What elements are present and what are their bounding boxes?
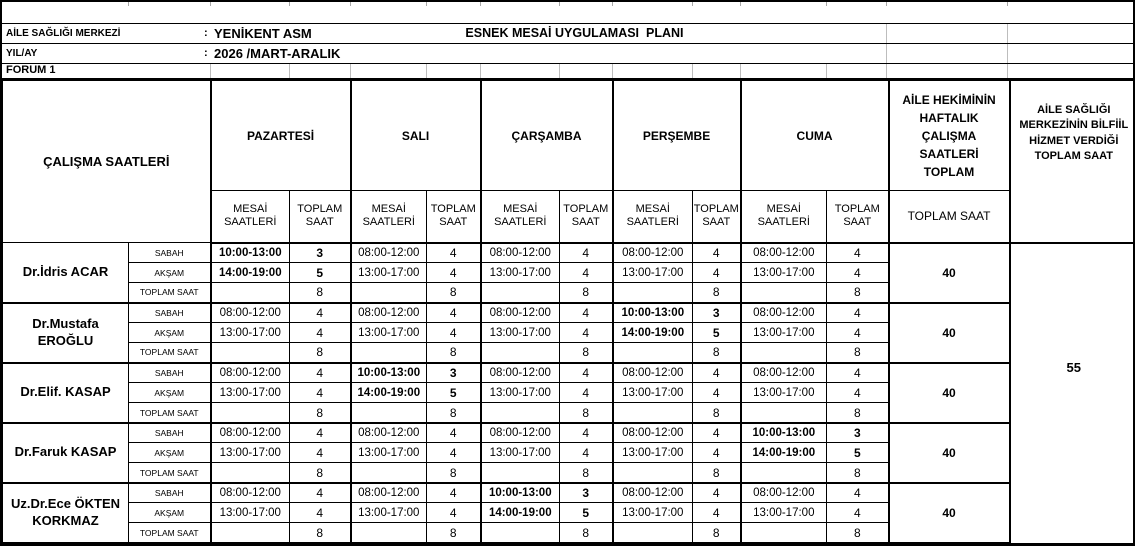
row-label-aksam: AKŞAM	[129, 503, 211, 523]
doctor-row-sabah	[3, 483, 1135, 503]
yilay-label: YIL/AY	[6, 48, 38, 59]
day-total-empty-cell	[481, 463, 560, 483]
shift-hours-cell: 3	[560, 483, 613, 503]
weekly-total-subheader: TOPLAM SAAT	[889, 191, 1010, 243]
shift-time-cell: 08:00-12:00	[741, 363, 827, 383]
day-header-pazartesi: PAZARTESİ	[211, 81, 351, 191]
shift-hours-cell: 5	[560, 503, 613, 523]
asm-colon: :	[204, 27, 208, 39]
shift-hours-cell: 4	[290, 323, 351, 343]
shift-hours-cell: 4	[427, 323, 481, 343]
day-total-empty-cell	[481, 283, 560, 303]
day-total-hours-cell: 8	[560, 403, 613, 423]
day-total-empty-cell	[741, 283, 827, 303]
shift-time-cell: 08:00-12:00	[613, 363, 693, 383]
row-label-aksam: AKŞAM	[129, 443, 211, 463]
row-label-sabah: SABAH	[129, 423, 211, 443]
day-total-hours-cell: 8	[693, 523, 741, 543]
grid-stub	[426, 2, 427, 6]
shift-time-cell: 08:00-12:00	[351, 303, 427, 323]
day-total-hours-cell: 8	[693, 343, 741, 363]
day-total-hours-cell: 8	[427, 523, 481, 543]
shift-time-cell: 13:00-17:00	[481, 263, 560, 283]
grid-stub	[480, 2, 481, 6]
shift-time-cell: 13:00-17:00	[351, 263, 427, 283]
gridline	[1007, 64, 1008, 78]
shift-hours-cell: 4	[427, 423, 481, 443]
shift-hours-cell: 4	[560, 263, 613, 283]
row-label-aksam: AKŞAM	[129, 263, 211, 283]
day-total-empty-cell	[481, 523, 560, 543]
day-total-hours-cell: 8	[560, 523, 613, 543]
shift-time-cell: 10:00-13:00	[613, 303, 693, 323]
grid-stub	[826, 2, 827, 6]
shift-time-cell: 08:00-12:00	[613, 483, 693, 503]
gridline	[612, 64, 613, 78]
day-total-empty-cell	[211, 283, 290, 303]
shift-hours-cell: 4	[427, 443, 481, 463]
subheader-mesai-pazartesi: MESAİ SAATLERİ	[211, 191, 290, 243]
day-total-empty-cell	[613, 283, 693, 303]
grand-total-header: AİLE SAĞLIĞI MERKEZİNİN BİLFİİL HİZMET VERDİĞİ TOPLAM SAAT	[1010, 81, 1135, 243]
day-total-hours-cell: 8	[290, 403, 351, 423]
shift-time-cell: 13:00-17:00	[481, 443, 560, 463]
grid-stub	[559, 2, 560, 6]
grid-stub	[289, 2, 290, 6]
shift-time-cell: 13:00-17:00	[741, 263, 827, 283]
day-total-empty-cell	[211, 343, 290, 363]
gridline	[426, 64, 427, 78]
shift-hours-cell: 4	[560, 383, 613, 403]
day-header-cuma: CUMA	[741, 81, 889, 191]
shift-hours-cell: 4	[560, 323, 613, 343]
gridline	[480, 64, 481, 78]
doctor-row-sabah	[3, 423, 1135, 443]
day-total-hours-cell: 8	[827, 343, 889, 363]
grid-stub	[740, 2, 741, 6]
yilay-colon: :	[204, 47, 208, 59]
shift-time-cell: 08:00-12:00	[481, 243, 560, 263]
gridline	[289, 64, 290, 78]
shift-hours-cell: 4	[560, 423, 613, 443]
shift-hours-cell: 4	[427, 243, 481, 263]
day-total-empty-cell	[481, 343, 560, 363]
shift-time-cell: 13:00-17:00	[613, 503, 693, 523]
subheader-toplam-pazartesi: TOPLAM SAAT	[290, 191, 351, 243]
shift-time-cell: 14:00-19:00	[211, 263, 290, 283]
day-total-hours-cell: 8	[427, 283, 481, 303]
day-total-hours-cell: 8	[827, 403, 889, 423]
shift-hours-cell: 3	[290, 243, 351, 263]
doctor-name-cell: Uz.Dr.Ece ÖKTEN KORKMAZ	[3, 483, 129, 543]
shift-time-cell: 10:00-13:00	[741, 423, 827, 443]
subheader-toplam-sali: TOPLAM SAAT	[427, 191, 481, 243]
shift-time-cell: 08:00-12:00	[481, 423, 560, 443]
shift-time-cell: 14:00-19:00	[741, 443, 827, 463]
doctor-name-cell: Dr.Elif. KASAP	[3, 363, 129, 423]
shift-hours-cell: 4	[290, 423, 351, 443]
day-total-hours-cell: 8	[427, 343, 481, 363]
doctor-weekly-total-cell: 40	[889, 243, 1010, 303]
grid-stub	[886, 2, 887, 6]
day-total-empty-cell	[351, 283, 427, 303]
shift-time-cell: 08:00-12:00	[211, 303, 290, 323]
shift-hours-cell: 4	[827, 383, 889, 403]
day-total-hours-cell: 8	[427, 463, 481, 483]
calisma-saatleri-header: ÇALIŞMA SAATLERİ	[3, 81, 211, 243]
day-total-empty-cell	[211, 523, 290, 543]
day-total-empty-cell	[351, 523, 427, 543]
row-label-sabah: SABAH	[129, 243, 211, 263]
gridline	[692, 64, 693, 78]
weekly-total-header: AİLE HEKİMİNİN HAFTALIK ÇALIŞMA SAATLERİ TOPLAM	[889, 81, 1010, 191]
day-total-hours-cell: 8	[560, 463, 613, 483]
gridline	[210, 64, 211, 78]
day-header-persembe: PERŞEMBE	[613, 81, 741, 191]
shift-time-cell: 08:00-12:00	[211, 483, 290, 503]
shift-hours-cell: 4	[693, 503, 741, 523]
shift-time-cell: 08:00-12:00	[481, 363, 560, 383]
day-total-empty-cell	[613, 463, 693, 483]
subheader-mesai-persembe: MESAİ SAATLERİ	[613, 191, 693, 243]
shift-hours-cell: 4	[827, 483, 889, 503]
gridline	[886, 64, 887, 78]
shift-hours-cell: 4	[290, 483, 351, 503]
shift-time-cell: 14:00-19:00	[481, 503, 560, 523]
day-total-hours-cell: 8	[827, 523, 889, 543]
shift-hours-cell: 4	[693, 423, 741, 443]
shift-hours-cell: 4	[290, 363, 351, 383]
shift-hours-cell: 4	[827, 243, 889, 263]
day-header-carsamba: ÇARŞAMBA	[481, 81, 613, 191]
shift-hours-cell: 3	[827, 423, 889, 443]
day-total-hours-cell: 8	[290, 343, 351, 363]
gridline	[559, 64, 560, 78]
shift-time-cell: 08:00-12:00	[741, 243, 827, 263]
shift-time-cell: 13:00-17:00	[211, 503, 290, 523]
shift-time-cell: 08:00-12:00	[211, 363, 290, 383]
row-label-toplam: TOPLAM SAAT	[129, 463, 211, 483]
doctor-weekly-total-cell: 40	[889, 483, 1010, 543]
shift-time-cell: 08:00-12:00	[481, 303, 560, 323]
shift-hours-cell: 4	[290, 443, 351, 463]
day-total-hours-cell: 8	[290, 463, 351, 483]
shift-time-cell: 08:00-12:00	[211, 423, 290, 443]
row-label-sabah: SABAH	[129, 303, 211, 323]
gridline	[1007, 24, 1008, 43]
day-total-empty-cell	[613, 403, 693, 423]
day-total-empty-cell	[211, 463, 290, 483]
row-label-sabah: SABAH	[129, 363, 211, 383]
shift-hours-cell: 4	[827, 263, 889, 283]
doctor-name-cell: Dr.Faruk KASAP	[3, 423, 129, 483]
row-label-toplam: TOPLAM SAAT	[129, 403, 211, 423]
day-total-hours-cell: 8	[290, 523, 351, 543]
day-total-empty-cell	[481, 403, 560, 423]
day-total-empty-cell	[211, 403, 290, 423]
row-label-toplam: TOPLAM SAAT	[129, 523, 211, 543]
asm-value: YENİKENT ASM	[214, 26, 312, 41]
doctor-row-sabah	[3, 363, 1135, 383]
shift-time-cell: 13:00-17:00	[741, 323, 827, 343]
shift-time-cell: 08:00-12:00	[351, 483, 427, 503]
shift-hours-cell: 5	[290, 263, 351, 283]
row-label-toplam: TOPLAM SAAT	[129, 283, 211, 303]
shift-hours-cell: 4	[560, 303, 613, 323]
shift-hours-cell: 5	[827, 443, 889, 463]
shift-hours-cell: 4	[290, 383, 351, 403]
shift-time-cell: 13:00-17:00	[481, 383, 560, 403]
day-total-empty-cell	[613, 523, 693, 543]
shift-hours-cell: 3	[693, 303, 741, 323]
shift-hours-cell: 4	[827, 303, 889, 323]
asm-grand-total-cell: 55	[1010, 243, 1135, 544]
grid-stub	[128, 2, 129, 6]
gridline	[826, 64, 827, 78]
day-total-hours-cell: 8	[827, 463, 889, 483]
day-total-empty-cell	[351, 343, 427, 363]
asm-label: AİLE SAĞLIĞI MERKEZİ	[6, 28, 121, 39]
shift-hours-cell: 4	[427, 303, 481, 323]
shift-hours-cell: 5	[693, 323, 741, 343]
forum-label: FORUM 1	[6, 64, 56, 76]
doctor-weekly-total-cell: 40	[889, 423, 1010, 483]
shift-time-cell: 08:00-12:00	[613, 243, 693, 263]
day-total-hours-cell: 8	[693, 283, 741, 303]
grid-stub	[1007, 2, 1008, 6]
shift-hours-cell: 4	[290, 503, 351, 523]
day-total-hours-cell: 8	[693, 463, 741, 483]
yilay-value: 2026 /MART-ARALIK	[214, 46, 341, 61]
day-total-hours-cell: 8	[827, 283, 889, 303]
day-total-hours-cell: 8	[560, 343, 613, 363]
asm-info-row	[2, 24, 1133, 44]
shift-time-cell: 08:00-12:00	[741, 483, 827, 503]
forum-row	[2, 64, 1133, 80]
shift-time-cell: 10:00-13:00	[351, 363, 427, 383]
row-label-toplam: TOPLAM SAAT	[129, 343, 211, 363]
gridline	[350, 64, 351, 78]
shift-hours-cell: 4	[427, 483, 481, 503]
gridline	[886, 44, 887, 63]
subheader-mesai-carsamba: MESAİ SAATLERİ	[481, 191, 560, 243]
gridline	[740, 64, 741, 78]
gridline	[886, 24, 887, 43]
shift-hours-cell: 4	[827, 503, 889, 523]
shift-hours-cell: 4	[290, 303, 351, 323]
shift-time-cell: 13:00-17:00	[211, 443, 290, 463]
shift-time-cell: 08:00-12:00	[613, 423, 693, 443]
subheader-toplam-cuma: TOPLAM SAAT	[827, 191, 889, 243]
shift-hours-cell: 4	[427, 503, 481, 523]
day-total-empty-cell	[351, 403, 427, 423]
subheader-toplam-persembe: TOPLAM SAAT	[693, 191, 741, 243]
doctor-weekly-total-cell: 40	[889, 303, 1010, 363]
doctor-weekly-total-cell: 40	[889, 363, 1010, 423]
row-label-sabah: SABAH	[129, 483, 211, 503]
shift-time-cell: 13:00-17:00	[613, 443, 693, 463]
shift-time-cell: 13:00-17:00	[211, 383, 290, 403]
day-total-empty-cell	[741, 523, 827, 543]
gridline	[1007, 44, 1008, 63]
day-header-sali: SALI	[351, 81, 481, 191]
shift-time-cell: 08:00-12:00	[351, 243, 427, 263]
day-total-hours-cell: 8	[427, 403, 481, 423]
grid-stub	[692, 2, 693, 6]
doctor-name-cell: Dr.Mustafa EROĞLU	[3, 303, 129, 363]
shift-hours-cell: 4	[427, 263, 481, 283]
shift-time-cell: 13:00-17:00	[481, 323, 560, 343]
shift-hours-cell: 4	[693, 383, 741, 403]
subheader-mesai-sali: MESAİ SAATLERİ	[351, 191, 427, 243]
day-total-hours-cell: 8	[290, 283, 351, 303]
shift-time-cell: 13:00-17:00	[351, 503, 427, 523]
shift-time-cell: 13:00-17:00	[741, 383, 827, 403]
shift-time-cell: 13:00-17:00	[741, 503, 827, 523]
day-total-empty-cell	[741, 403, 827, 423]
shift-hours-cell: 3	[427, 363, 481, 383]
shift-time-cell: 13:00-17:00	[613, 383, 693, 403]
page-title: ESNEK MESAİ UYGULAMASI PLANI	[465, 26, 684, 40]
day-total-empty-cell	[741, 463, 827, 483]
row-label-aksam: AKŞAM	[129, 323, 211, 343]
subheader-toplam-carsamba: TOPLAM SAAT	[560, 191, 613, 243]
shift-hours-cell: 4	[827, 323, 889, 343]
day-total-empty-cell	[613, 343, 693, 363]
shift-hours-cell: 4	[693, 263, 741, 283]
shift-hours-cell: 4	[560, 443, 613, 463]
doctor-name-cell: Dr.İdris ACAR	[3, 243, 129, 303]
grid-stub	[210, 2, 211, 6]
grid-stub	[612, 2, 613, 6]
shift-hours-cell: 5	[427, 383, 481, 403]
shift-hours-cell: 4	[693, 443, 741, 463]
shift-time-cell: 10:00-13:00	[211, 243, 290, 263]
row-label-aksam: AKŞAM	[129, 383, 211, 403]
day-total-empty-cell	[741, 343, 827, 363]
shift-time-cell: 13:00-17:00	[613, 263, 693, 283]
day-total-hours-cell: 8	[560, 283, 613, 303]
subheader-mesai-cuma: MESAİ SAATLERİ	[741, 191, 827, 243]
shift-time-cell: 13:00-17:00	[351, 323, 427, 343]
day-total-hours-cell: 8	[693, 403, 741, 423]
shift-hours-cell: 4	[693, 363, 741, 383]
shift-time-cell: 13:00-17:00	[211, 323, 290, 343]
shift-time-cell: 14:00-19:00	[351, 383, 427, 403]
yilay-info-row	[2, 44, 1133, 64]
shift-time-cell: 08:00-12:00	[351, 423, 427, 443]
shift-hours-cell: 4	[560, 363, 613, 383]
shift-time-cell: 08:00-12:00	[741, 303, 827, 323]
shift-hours-cell: 4	[693, 483, 741, 503]
shift-hours-cell: 4	[693, 243, 741, 263]
shift-time-cell: 13:00-17:00	[351, 443, 427, 463]
shift-hours-cell: 4	[560, 243, 613, 263]
grid-stub	[350, 2, 351, 6]
shift-time-cell: 10:00-13:00	[481, 483, 560, 503]
day-total-empty-cell	[351, 463, 427, 483]
shift-time-cell: 14:00-19:00	[613, 323, 693, 343]
shift-hours-cell: 4	[827, 363, 889, 383]
